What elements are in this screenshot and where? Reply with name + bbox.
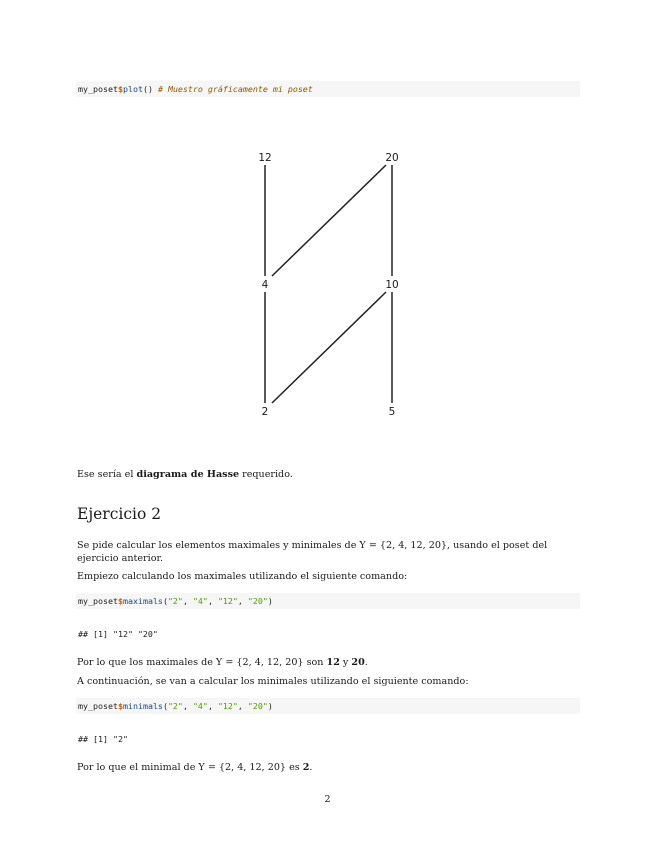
paragraph-maximals-result [77,656,580,669]
code-paren: ( [162,596,168,606]
code-object: my_poset [78,596,118,606]
code-string: "2" [167,596,183,606]
edge-10-2 [272,292,386,403]
code-string: "12" [217,596,238,606]
code-function: minimals [122,701,163,711]
paragraph-hasse [77,468,580,481]
code-block-minimals [76,698,580,714]
code-block-maximals [76,593,580,609]
code-string: "4" [192,596,208,606]
code-operator: $ [117,701,123,711]
text: y [339,657,352,668]
bold-text: 12 [326,657,340,668]
code-function: plot [122,84,143,94]
node-label: 10 [385,279,399,291]
code-sep: , [182,596,193,606]
text: Por lo que el minimal de Y = {2, 4, 12, 20} es [77,762,303,773]
node-label: 2 [261,406,269,418]
paragraph-minimals-intro: A continuación, se van a calcular los minimales utilizando el siguiente comando: [77,676,469,687]
bold-text: diagrama de Hasse [136,469,240,480]
code-sep: , [237,596,248,606]
code-function: maximals [122,596,163,606]
node-label: 12 [258,152,272,164]
text: . [309,762,313,773]
bold-text: 20 [351,657,365,668]
paragraph-minimals-result [77,761,580,774]
code-sep: , [237,701,248,711]
node-label: 5 [388,406,396,418]
code-string: "4" [192,701,208,711]
code-sep: , [182,701,193,711]
paragraph-task: Se pide calcular los elementos maximales y minimales de Y = {2, 4, 12, 20}, usando el poset del ejercicio anterior. [77,540,548,564]
code-paren: ) [267,596,273,606]
code-args: () [142,84,153,94]
code-string: "12" [217,701,238,711]
text: Por lo que los maximales de Y = {2, 4, 12, 20} son [77,657,327,668]
text: requerido. [239,469,293,480]
edge-20-4 [272,165,386,276]
code-output-minimals: ## [1] "2" [78,734,128,744]
text: Ese sería el [77,469,137,480]
code-operator: $ [117,596,123,606]
node-label: 4 [261,279,269,291]
code-operator: $ [117,84,123,94]
node-label: 20 [385,152,399,164]
code-object: my_poset [78,84,118,94]
code-string: "2" [167,701,183,711]
code-object: my_poset [78,701,118,711]
code-comment: # Muestro gráficamente mi poset [157,84,313,94]
code-sep: , [207,596,218,606]
code-paren: ) [267,701,273,711]
page-number: 2 [324,794,331,805]
code-sep: , [207,701,218,711]
code-output-maximals: ## [1] "12" "20" [78,629,158,639]
code-string: "20" [247,596,268,606]
code-string: "20" [247,701,268,711]
text: . [364,657,368,668]
code-paren: ( [162,701,168,711]
bold-text: 2 [302,762,310,773]
section-heading: Ejercicio 2 [77,505,162,523]
paragraph-maximals-intro: Empiezo calculando los maximales utilizando el siguiente comando: [77,571,408,582]
